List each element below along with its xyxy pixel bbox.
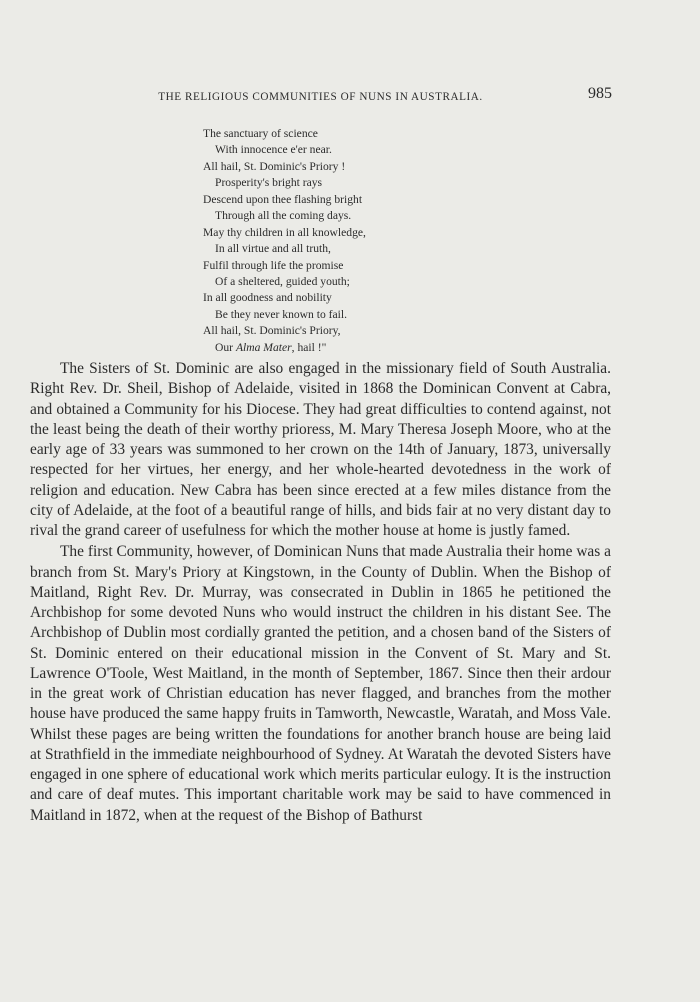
running-head: THE RELIGIOUS COMMUNITIES OF NUNS IN AUSTRALIA. bbox=[158, 91, 483, 103]
page-number: 985 bbox=[588, 85, 612, 102]
poem-line: Of a sheltered, guided youth; bbox=[215, 274, 350, 288]
poem-line: All hail, St. Dominic's Priory, bbox=[203, 324, 341, 338]
poem-block bbox=[203, 126, 366, 356]
poem-line: May thy children in all knowledge, bbox=[203, 225, 366, 239]
body-text bbox=[30, 359, 611, 826]
poem-line: Prosperity's bright rays bbox=[215, 176, 323, 190]
poem-line: Be they never known to fail. bbox=[215, 307, 348, 321]
paragraph: The Sisters of St. Dominic are also engaged in the missionary field of South Australia. Right Rev. Dr. Sheil, Bishop of Adelaide, visited in 1868 the Dominican Convent at Cabra, and obtained a Community for his Diocese. They had great difficulties to contend against, not the least being the death of their worthy prioress, M. Mary Theresa Joseph Moore, who at the early age of 33 years was summoned to her crown on the 14th of January, 1873, universally respected for her virtues, her energy, and her whole-hearted devotedness in the work of religion and education. New Cabra has been since erected at a few miles distance from the city of Adelaide, at the foot of a beautiful range of hills, and bids fair at no very distant day to rival the grand career of usefulness for which the mother house at home is justly famed. bbox=[30, 360, 611, 539]
alma-mater-italic: Alma Mater bbox=[235, 340, 292, 354]
poem-line: The sanctuary of science bbox=[203, 127, 318, 140]
poem-line: With innocence e'er near. bbox=[215, 143, 332, 157]
poem-line: In all virtue and all truth, bbox=[215, 242, 331, 256]
poem-line: Fulfil through life the promise bbox=[203, 258, 344, 272]
poem-line: Through all the coming days. bbox=[215, 209, 352, 223]
poem-line: Descend upon thee flashing bright bbox=[203, 192, 363, 206]
poem-line: Our Alma Mater, hail !" bbox=[215, 340, 327, 354]
paragraph: The first Community, however, of Dominican Nuns that made Australia their home was a branch from St. Mary's Priory at Kingstown, in the County of Dublin. When the Bishop of Maitland, Right Rev. Dr. Murray, was consecrated in Dublin in 1865 he petitioned the Archbishop for some devoted Nuns who would instruct the children in his distant See. The Archbishop of Dublin most cordially granted the petition, and a chosen band of the Sisters of St. Dominic entered on their educational mission in the Convent of St. Mary and St. Lawrence O'Toole, West Maitland, in the month of September, 1867. Since then their ardour in the great work of Christian education has never flagged, and branches from the mother house have produced the same happy fruits in Tamworth, Newcastle, Waratah, and Moss Vale. Whilst these pages are being written the foundations for another branch house are being laid at Strathfield in the immediate neighbourhood of Sydney. At Waratah the devoted Sisters have engaged in one sphere of educational work which merits particular eulogy. It is the instruction and care of deaf mutes. This important charitable work may be said to have commenced in Maitland in 1872, when at the request of the Bishop of Bathurst bbox=[30, 543, 611, 824]
poem-line: In all goodness and nobility bbox=[203, 291, 332, 305]
poem-line: All hail, St. Dominic's Priory ! bbox=[203, 159, 346, 173]
